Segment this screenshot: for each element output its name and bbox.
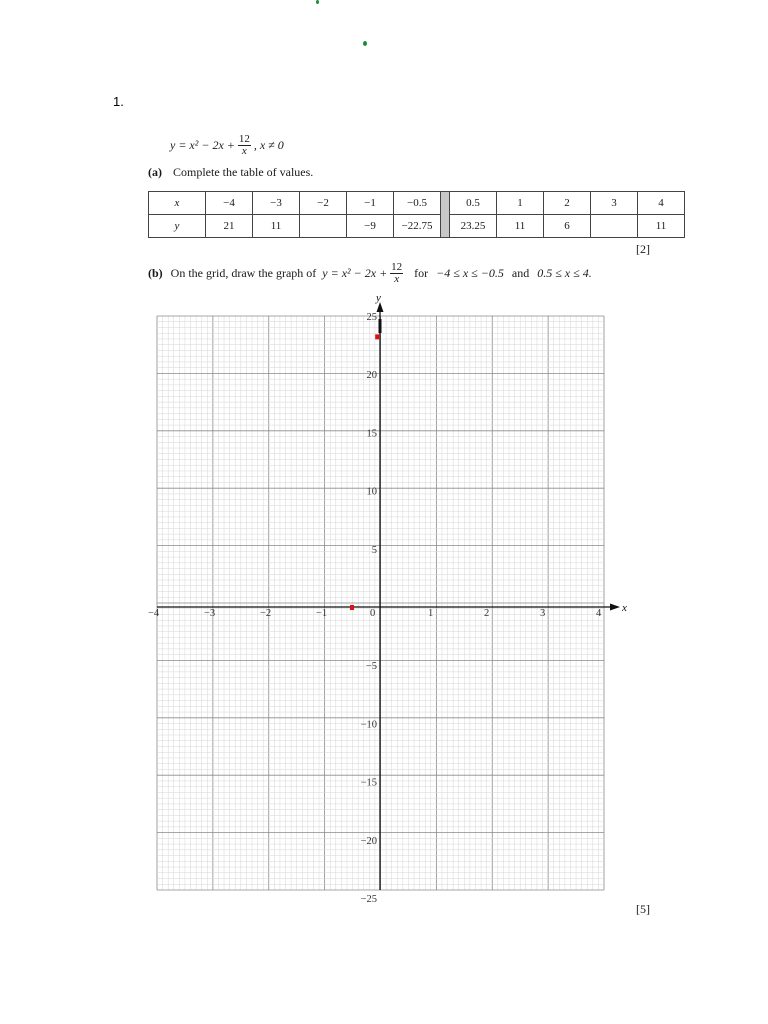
part-b-text: On the grid, draw the graph of xyxy=(170,266,317,280)
x-tick-label: 3 xyxy=(540,608,546,619)
x-tick-label: −3 xyxy=(204,608,216,619)
table-cell: −9 xyxy=(347,215,394,238)
table-header-y: y xyxy=(149,215,206,238)
table-cell: 0.5 xyxy=(450,192,497,215)
y-tick-label: −25 xyxy=(360,894,377,905)
table-cell: 23.25 xyxy=(450,215,497,238)
y-tick-label: 25 xyxy=(366,312,377,323)
y-tick-label: 10 xyxy=(366,486,377,498)
table-cell: −22.75 xyxy=(394,215,441,238)
y-tick-label: 5 xyxy=(371,544,377,556)
table-cell: 4 xyxy=(638,192,685,215)
part-b-marks: [5] xyxy=(636,902,650,916)
part-b-range-1: −4 ≤ x ≤ −0.5 xyxy=(436,266,504,280)
part-b-range-2: 0.5 ≤ x ≤ 4. xyxy=(537,266,592,280)
x-tick-label: 4 xyxy=(596,608,602,619)
table-cell: 3 xyxy=(591,192,638,215)
y-tick-label: −10 xyxy=(360,719,377,731)
part-b-and: and xyxy=(511,266,530,280)
fraction-numerator: 12 xyxy=(238,133,250,145)
part-b-label: (b) xyxy=(148,266,163,280)
x-tick-label: −1 xyxy=(316,608,328,619)
y-tick-label: −5 xyxy=(365,661,377,673)
part-a-label: (a) xyxy=(148,165,162,179)
x-tick-label: −2 xyxy=(260,608,272,619)
equation-condition: , x ≠ 0 xyxy=(253,138,284,152)
table-cell: −3 xyxy=(253,192,300,215)
plotted-point xyxy=(350,605,354,610)
part-b-fraction-denominator: x xyxy=(394,273,400,285)
y-tick-label: −20 xyxy=(360,835,377,847)
y-tick-label: 15 xyxy=(366,428,377,440)
y-tick-label: −15 xyxy=(360,777,377,789)
part-b-equation-lhs: y = x² − 2x + xyxy=(322,266,388,280)
y-axis-label: y xyxy=(376,292,381,304)
fraction-denominator: x xyxy=(241,145,247,157)
equation-lhs: y = x² − 2x + xyxy=(170,138,235,152)
x-axis-label: x xyxy=(622,602,627,614)
table-cell: 6 xyxy=(544,215,591,238)
table-cell: 11 xyxy=(253,215,300,238)
x-tick-label: 0 xyxy=(370,608,376,619)
part-a-marks: [2] xyxy=(636,242,650,256)
table-cell: 21 xyxy=(206,215,253,238)
part-b-fraction-numerator: 12 xyxy=(391,261,403,273)
x-tick-label: 2 xyxy=(484,608,490,619)
x-tick-label: −4 xyxy=(148,608,160,619)
table-cell: 2 xyxy=(544,192,591,215)
table-cell: −0.5 xyxy=(394,192,441,215)
plotted-point xyxy=(375,334,379,339)
x-tick-label: 1 xyxy=(428,608,434,619)
y-tick-label: 20 xyxy=(366,370,377,382)
table-cell: −4 xyxy=(206,192,253,215)
x-axis-arrow xyxy=(610,604,620,611)
table-cell: 11 xyxy=(638,215,685,238)
table-cell: −2 xyxy=(300,192,347,215)
part-b-for: for xyxy=(414,266,429,280)
table-cell: −1 xyxy=(347,192,394,215)
table-cell: 1 xyxy=(497,192,544,215)
question-number: 1. xyxy=(113,94,124,109)
table-cell: 11 xyxy=(497,215,544,238)
pen-mark xyxy=(379,319,382,333)
table-header-x: x xyxy=(149,192,206,215)
part-a-text: Complete the table of values. xyxy=(173,165,314,179)
